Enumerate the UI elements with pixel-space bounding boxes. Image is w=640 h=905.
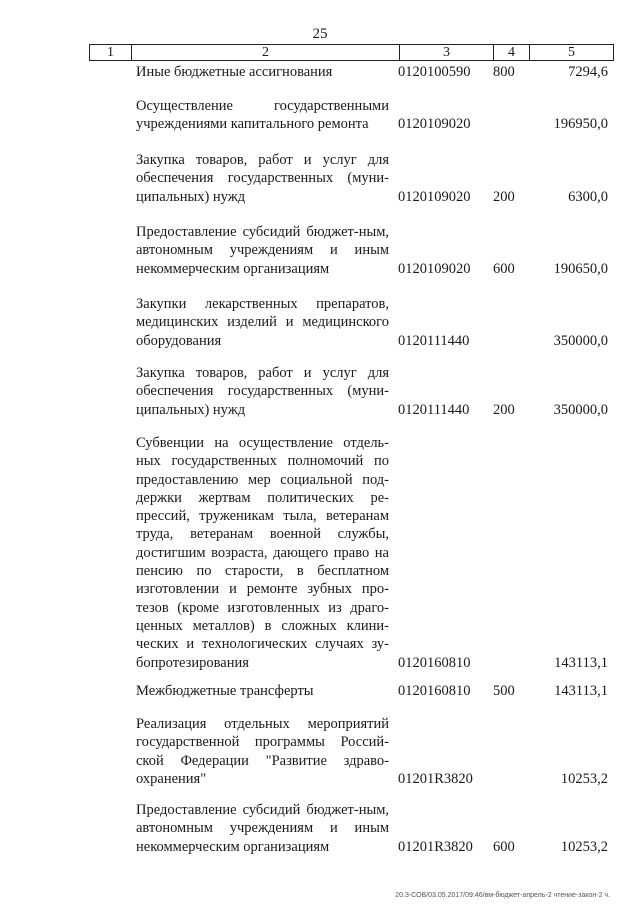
- row-amount: 143113,1: [554, 655, 608, 671]
- row-amount: 7294,6: [568, 64, 608, 80]
- row-code: 01201R3820: [398, 839, 473, 855]
- row-amount: 196950,0: [553, 116, 608, 132]
- row-amount: 350000,0: [553, 333, 608, 349]
- row-amount: 190650,0: [553, 261, 608, 277]
- row-description: Субвенции на осуществление отдель-ных государственных полномочий по предоставлению мер социальной под-держки жертвам политических ре-прессий, труженикам тыла, ветеранам труда, ветеранам военной службы, достигшим возраста, дающего право на пенсию по старости, в бесплатном изготовлении и ремонте зубных про-тезов (кроме изготовленных из драго-ценных металлов) в сложных клини-ческих и технологических случаях зу-бопротезирования: [136, 435, 389, 671]
- row-code: 0120160810: [398, 655, 471, 671]
- row-description: Закупка товаров, работ и услуг для обеспечения государственных (муни-ципальных) нужд: [136, 365, 389, 418]
- row-description: Реализация отдельных мероприятий государственной программы Россий-ской Федерации "Развитие здраво-охранения": [136, 716, 389, 787]
- row-description: Предоставление субсидий бюджет-ным, автономным учреждениям и иным некоммерческим организациям: [136, 224, 389, 277]
- row-code: 0120111440: [398, 333, 470, 349]
- row-expense-type: 800: [493, 64, 515, 80]
- row-code: 0120100590: [398, 64, 471, 80]
- row-code: 0120109020: [398, 189, 471, 205]
- row-description: Закупка товаров, работ и услуг для обеспечения государственных (муни-ципальных) нужд: [136, 152, 389, 205]
- row-description: Осуществление государственными учреждениями капитального ремонта: [136, 98, 389, 133]
- row-code: 0120109020: [398, 116, 471, 132]
- document-footer: 20.3-СОВ/03.05.2017/09:46/вм-бюджет-апрель-2 чтение-закон-2 ч.: [395, 892, 610, 899]
- header-col-5: 5: [568, 45, 575, 60]
- row-amount: 350000,0: [553, 402, 608, 418]
- row-description: Предоставление субсидий бюджет-ным, автономным учреждениям и иным некоммерческим организациям: [136, 802, 389, 855]
- row-amount: 10253,2: [560, 771, 608, 787]
- row-amount: 6300,0: [568, 189, 608, 205]
- row-amount: 10253,2: [560, 839, 608, 855]
- row-code: 0120160810: [398, 683, 471, 699]
- row-expense-type: 600: [493, 839, 515, 855]
- row-description: Иные бюджетные ассигнования: [136, 64, 333, 80]
- row-expense-type: 200: [493, 402, 515, 418]
- row-expense-type: 500: [493, 683, 515, 699]
- header-col-1: 1: [90, 45, 132, 60]
- page-number: 25: [312, 26, 328, 42]
- row-description: Закупки лекарственных препаратов, медицинских изделий и медицинского оборудования: [136, 296, 389, 349]
- table-header: [89, 44, 614, 61]
- header-col-2: 2: [132, 45, 400, 60]
- row-description: Межбюджетные трансферты: [136, 683, 314, 699]
- row-code: 0120109020: [398, 261, 471, 277]
- row-code: 01201R3820: [398, 771, 473, 787]
- header-col-4: 4: [494, 45, 530, 60]
- header-col-3: 3: [400, 45, 494, 60]
- row-expense-type: 600: [493, 261, 515, 277]
- row-code: 0120111440: [398, 402, 470, 418]
- row-expense-type: 200: [493, 189, 515, 205]
- row-amount: 143113,1: [554, 683, 608, 699]
